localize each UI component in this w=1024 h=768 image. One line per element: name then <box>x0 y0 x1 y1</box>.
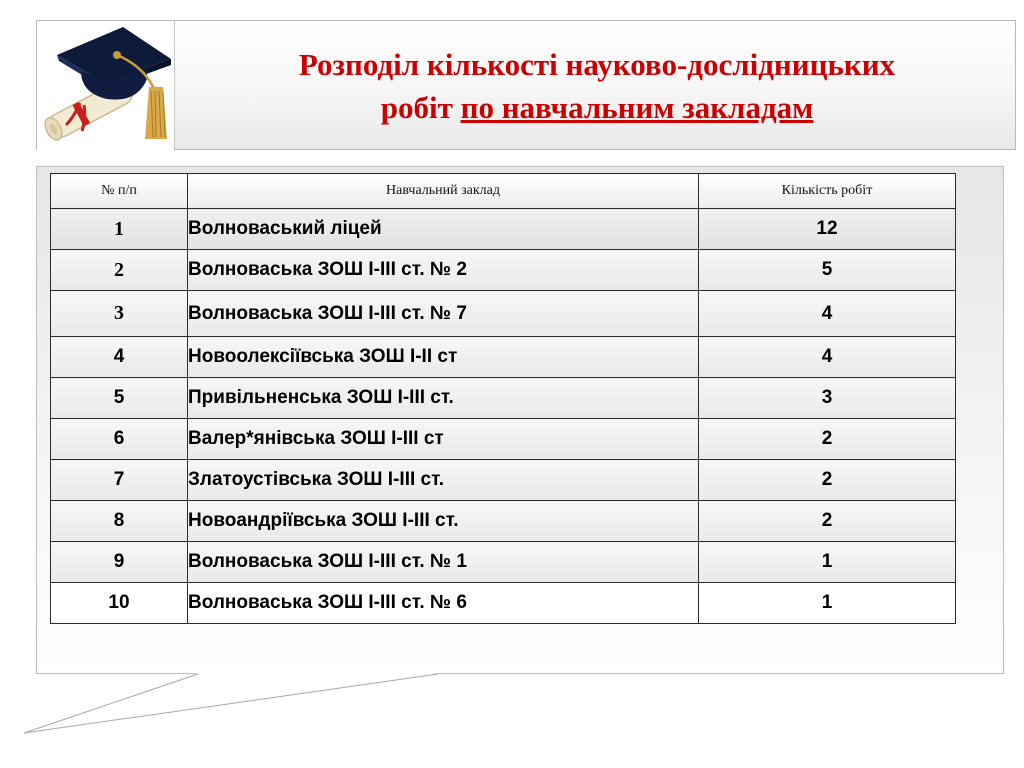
row-number: 2 <box>51 250 188 291</box>
row-institution: Привільненська ЗОШ І-ІІІ ст. <box>188 378 699 419</box>
page-title <box>177 43 1017 129</box>
title-panel <box>36 20 1016 150</box>
row-number: 4 <box>51 337 188 378</box>
table-row <box>51 209 956 250</box>
title-line-2 <box>177 86 1017 129</box>
table-row <box>51 542 956 583</box>
row-number: 5 <box>51 378 188 419</box>
title-line-2-underlined: по навчальним закладам <box>460 90 814 125</box>
row-number: 3 <box>51 291 188 337</box>
row-institution: Новоолексіївська ЗОШ І-ІІ ст <box>188 337 699 378</box>
title-line-1: Розподіл кількості науково-дослідницьких <box>298 47 896 82</box>
table-row <box>51 291 956 337</box>
row-number: 10 <box>51 583 188 624</box>
row-institution: Волноваська ЗОШ І-ІІІ ст. № 7 <box>188 291 699 337</box>
row-number: 1 <box>51 209 188 250</box>
row-number: 6 <box>51 419 188 460</box>
row-count: 4 <box>699 337 956 378</box>
row-count: 4 <box>699 291 956 337</box>
graduation-cap-diploma-icon <box>37 21 175 150</box>
row-count: 1 <box>699 583 956 624</box>
row-institution: Волноваський ліцей <box>188 209 699 250</box>
table-row <box>51 378 956 419</box>
title-line-2-plain: робіт <box>380 90 461 125</box>
table-row <box>51 583 956 624</box>
row-count: 1 <box>699 542 956 583</box>
row-number: 7 <box>51 460 188 501</box>
row-count: 2 <box>699 460 956 501</box>
row-institution: Новоандріївська ЗОШ І-ІІІ ст. <box>188 501 699 542</box>
table-row <box>51 250 956 291</box>
institutions-table <box>50 173 956 624</box>
table-row <box>51 460 956 501</box>
row-institution: Волноваська ЗОШ І-ІІІ ст. № 6 <box>188 583 699 624</box>
header-count: Кількість робіт <box>699 174 956 209</box>
row-number: 8 <box>51 501 188 542</box>
row-count: 2 <box>699 419 956 460</box>
header-number: № п/п <box>51 174 188 209</box>
row-institution: Златоустівська ЗОШ І-ІІІ ст. <box>188 460 699 501</box>
row-count: 3 <box>699 378 956 419</box>
row-number: 9 <box>51 542 188 583</box>
table-row <box>51 419 956 460</box>
header-institution: Навчальний заклад <box>188 174 699 209</box>
row-institution: Волноваська ЗОШ І-ІІІ ст. № 1 <box>188 542 699 583</box>
row-count: 2 <box>699 501 956 542</box>
row-institution: Волноваська ЗОШ І-ІІІ ст. № 2 <box>188 250 699 291</box>
row-count: 5 <box>699 250 956 291</box>
table-row <box>51 501 956 542</box>
row-institution: Валер*янівська ЗОШ І-ІІІ ст <box>188 419 699 460</box>
table-row <box>51 337 956 378</box>
row-count: 12 <box>699 209 956 250</box>
table-header-row <box>51 174 956 209</box>
